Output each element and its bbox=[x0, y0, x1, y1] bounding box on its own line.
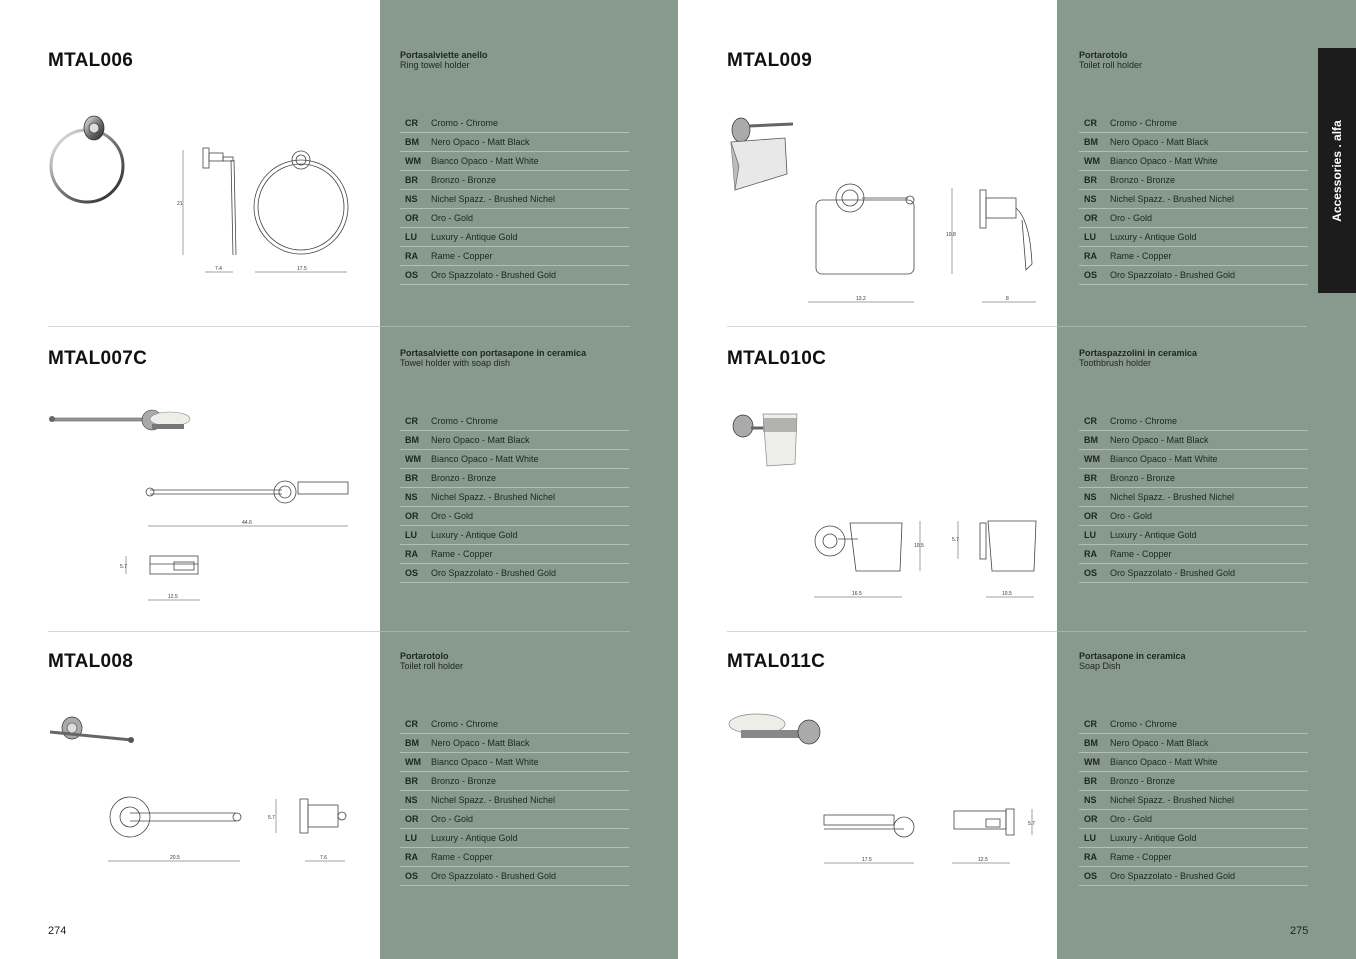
finish-name: Rame - Copper bbox=[1110, 549, 1172, 559]
finish-name: Bianco Opaco - Matt White bbox=[431, 156, 539, 166]
finish-row bbox=[1079, 791, 1308, 810]
description-italian: Portarotolo bbox=[400, 651, 449, 661]
finish-code: NS bbox=[1084, 795, 1097, 805]
description-italian: Portarotolo bbox=[1079, 50, 1128, 60]
finish-row bbox=[1079, 507, 1308, 526]
product-photo bbox=[727, 710, 825, 750]
finish-name: Bianco Opaco - Matt White bbox=[431, 454, 539, 464]
finish-code: RA bbox=[405, 251, 418, 261]
finish-name: Oro - Gold bbox=[431, 213, 474, 223]
finish-name: Nero Opaco - Matt Black bbox=[431, 137, 530, 147]
finish-name: Luxury - Antique Gold bbox=[1110, 833, 1197, 843]
finish-name: Oro Spazzolato - Brushed Gold bbox=[431, 871, 557, 881]
finish-name: Cromo - Chrome bbox=[431, 416, 499, 426]
finish-name: Luxury - Antique Gold bbox=[431, 833, 518, 843]
finish-row bbox=[400, 469, 629, 488]
finish-code: NS bbox=[405, 492, 418, 502]
finish-name: Luxury - Antique Gold bbox=[431, 530, 518, 540]
product-photo bbox=[48, 405, 193, 437]
finish-row bbox=[1079, 564, 1308, 583]
finish-name: Oro Spazzolato - Brushed Gold bbox=[431, 568, 557, 578]
section-tab-label: Accessories . alfa bbox=[1330, 119, 1344, 222]
finish-code: WM bbox=[405, 454, 421, 464]
finish-name: Bronzo - Bronze bbox=[431, 175, 497, 185]
finish-code: CR bbox=[405, 118, 418, 128]
description-english: Soap Dish bbox=[1079, 661, 1121, 671]
dimension-label: 12.5 bbox=[978, 857, 988, 863]
finish-code: BM bbox=[1084, 137, 1098, 147]
page-number: 274 bbox=[48, 925, 67, 937]
finish-row bbox=[400, 848, 629, 867]
description-english: Towel holder with soap dish bbox=[400, 358, 511, 368]
finish-name: Nero Opaco - Matt Black bbox=[1110, 738, 1209, 748]
finish-name: Oro - Gold bbox=[1110, 213, 1153, 223]
finish-name: Bianco Opaco - Matt White bbox=[1110, 757, 1218, 767]
finish-name: Nichel Spazz. - Brushed Nichel bbox=[1110, 194, 1235, 204]
product-photo bbox=[727, 408, 802, 470]
finish-row bbox=[1079, 488, 1308, 507]
finish-row bbox=[400, 209, 629, 228]
finish-name: Bronzo - Bronze bbox=[431, 473, 497, 483]
finish-row bbox=[1079, 848, 1308, 867]
section-divider bbox=[727, 631, 1057, 632]
finish-row bbox=[1079, 867, 1308, 886]
dimension-label: 10.5 bbox=[914, 543, 924, 549]
finish-code: OR bbox=[1084, 814, 1098, 824]
description-italian: Portasapone in ceramica bbox=[1079, 651, 1186, 661]
description-italian: Portasalviette anello bbox=[400, 50, 488, 60]
finish-name: Bianco Opaco - Matt White bbox=[1110, 454, 1218, 464]
description-english: Toilet roll holder bbox=[1079, 60, 1143, 70]
finish-row bbox=[400, 526, 629, 545]
dimension-label: 17.5 bbox=[297, 266, 307, 272]
finish-name: Bronzo - Bronze bbox=[1110, 776, 1176, 786]
finish-code: BR bbox=[1084, 473, 1097, 483]
finish-name: Nichel Spazz. - Brushed Nichel bbox=[1110, 795, 1235, 805]
finish-row bbox=[1079, 209, 1308, 228]
section-divider bbox=[1057, 326, 1307, 327]
finish-name: Oro Spazzolato - Brushed Gold bbox=[1110, 270, 1236, 280]
finish-row bbox=[400, 431, 629, 450]
finish-row bbox=[1079, 810, 1308, 829]
dimension-label: 5.7 bbox=[268, 815, 275, 821]
finish-code: RA bbox=[1084, 852, 1097, 862]
finish-code: LU bbox=[1084, 530, 1096, 540]
finish-list bbox=[1079, 412, 1308, 583]
finish-code: BR bbox=[405, 175, 418, 185]
finish-code: OS bbox=[405, 568, 419, 578]
finish-name: Rame - Copper bbox=[1110, 852, 1172, 862]
finish-code: BR bbox=[405, 473, 418, 483]
finish-row bbox=[400, 791, 629, 810]
section-tab[interactable] bbox=[1318, 48, 1356, 293]
finish-row bbox=[400, 412, 629, 431]
finish-name: Rame - Copper bbox=[1110, 251, 1172, 261]
finish-code: WM bbox=[1084, 454, 1100, 464]
finish-row bbox=[400, 810, 629, 829]
finish-row bbox=[1079, 171, 1308, 190]
finish-code: WM bbox=[405, 757, 421, 767]
technical-drawing bbox=[800, 180, 1045, 308]
finish-code: NS bbox=[1084, 194, 1097, 204]
dimension-label: 16.5 bbox=[852, 591, 862, 597]
dimension-label: 10.5 bbox=[1002, 591, 1012, 597]
finish-row bbox=[400, 772, 629, 791]
finish-row bbox=[1079, 734, 1308, 753]
section-divider bbox=[1057, 631, 1307, 632]
finish-row bbox=[1079, 829, 1308, 848]
dimension-label: 8 bbox=[1006, 296, 1009, 302]
finish-code: RA bbox=[1084, 251, 1097, 261]
finish-code: RA bbox=[405, 549, 418, 559]
technical-drawing bbox=[175, 145, 355, 280]
finish-row bbox=[1079, 114, 1308, 133]
finish-name: Oro - Gold bbox=[431, 814, 474, 824]
finish-row bbox=[1079, 152, 1308, 171]
finish-name: Oro - Gold bbox=[431, 511, 474, 521]
finish-row bbox=[400, 753, 629, 772]
finish-list bbox=[400, 114, 629, 285]
finish-code: NS bbox=[405, 194, 418, 204]
product-photo bbox=[727, 112, 799, 194]
finish-name: Nero Opaco - Matt Black bbox=[431, 435, 530, 445]
finish-row bbox=[1079, 526, 1308, 545]
finish-name: Bronzo - Bronze bbox=[431, 776, 497, 786]
product-description bbox=[400, 651, 463, 671]
finish-code: OS bbox=[1084, 270, 1098, 280]
product-code: MTAL006 bbox=[48, 50, 134, 71]
finish-code: OR bbox=[405, 511, 419, 521]
finish-code: WM bbox=[1084, 757, 1100, 767]
dimension-label: 5.7 bbox=[1028, 821, 1035, 827]
description-english: Toilet roll holder bbox=[400, 661, 464, 671]
finish-code: OR bbox=[405, 213, 419, 223]
finish-code: RA bbox=[405, 852, 418, 862]
finish-row bbox=[1079, 545, 1308, 564]
finish-name: Bianco Opaco - Matt White bbox=[1110, 156, 1218, 166]
finish-code: BR bbox=[1084, 175, 1097, 185]
description-english: Toothbrush holder bbox=[1079, 358, 1152, 368]
finish-code: LU bbox=[1084, 232, 1096, 242]
finish-row bbox=[1079, 412, 1308, 431]
finish-row bbox=[400, 734, 629, 753]
dimension-label: 10.8 bbox=[946, 232, 956, 238]
finish-name: Nichel Spazz. - Brushed Nichel bbox=[431, 492, 556, 502]
finish-name: Oro Spazzolato - Brushed Gold bbox=[1110, 568, 1236, 578]
finish-name: Rame - Copper bbox=[431, 549, 493, 559]
section-divider bbox=[727, 326, 1057, 327]
finish-code: CR bbox=[1084, 719, 1097, 729]
finish-name: Oro - Gold bbox=[1110, 814, 1153, 824]
finish-code: BM bbox=[1084, 738, 1098, 748]
finish-name: Nero Opaco - Matt Black bbox=[431, 738, 530, 748]
finish-code: WM bbox=[405, 156, 421, 166]
finish-row bbox=[400, 715, 629, 734]
finish-row bbox=[400, 829, 629, 848]
finish-list bbox=[400, 412, 629, 583]
finish-code: RA bbox=[1084, 549, 1097, 559]
finish-row bbox=[400, 133, 629, 152]
section-divider bbox=[380, 326, 630, 327]
finish-name: Luxury - Antique Gold bbox=[431, 232, 518, 242]
finish-name: Cromo - Chrome bbox=[431, 719, 499, 729]
finish-row bbox=[1079, 266, 1308, 285]
product-description bbox=[1079, 651, 1186, 671]
finish-row bbox=[1079, 431, 1308, 450]
finish-name: Cromo - Chrome bbox=[431, 118, 499, 128]
product-description bbox=[1079, 348, 1197, 368]
finish-code: BR bbox=[1084, 776, 1097, 786]
finish-name: Cromo - Chrome bbox=[1110, 416, 1178, 426]
finish-name: Cromo - Chrome bbox=[1110, 118, 1178, 128]
section-divider bbox=[48, 631, 380, 632]
finish-code: OS bbox=[405, 871, 419, 881]
finish-row bbox=[400, 114, 629, 133]
product-description bbox=[400, 50, 488, 70]
dimension-label: 13.2 bbox=[856, 296, 866, 302]
page-number: 275 bbox=[1290, 925, 1309, 937]
finish-code: LU bbox=[405, 833, 417, 843]
technical-drawing bbox=[100, 793, 355, 868]
finish-row bbox=[400, 266, 629, 285]
finish-row bbox=[400, 867, 629, 886]
product-code: MTAL007C bbox=[48, 348, 148, 369]
dimension-label: 21 bbox=[177, 201, 183, 207]
technical-drawing bbox=[112, 478, 357, 608]
finish-row bbox=[400, 450, 629, 469]
technical-drawing bbox=[810, 515, 1045, 605]
finish-code: BM bbox=[405, 435, 419, 445]
finish-name: Oro - Gold bbox=[1110, 511, 1153, 521]
finish-row bbox=[1079, 450, 1308, 469]
finish-list bbox=[1079, 715, 1308, 886]
finish-row bbox=[400, 190, 629, 209]
finish-code: BM bbox=[1084, 435, 1098, 445]
product-description bbox=[1079, 50, 1142, 70]
finish-code: OR bbox=[1084, 511, 1098, 521]
finish-code: OS bbox=[1084, 871, 1098, 881]
description-italian: Portasalviette con portasapone in ceramica bbox=[400, 348, 587, 358]
finish-list bbox=[400, 715, 629, 886]
finish-name: Oro Spazzolato - Brushed Gold bbox=[1110, 871, 1236, 881]
product-code: MTAL010C bbox=[727, 348, 827, 369]
finish-row bbox=[1079, 228, 1308, 247]
dimension-label: 5.7 bbox=[952, 537, 959, 543]
product-photo bbox=[48, 712, 138, 748]
finish-name: Luxury - Antique Gold bbox=[1110, 232, 1197, 242]
finish-code: WM bbox=[1084, 156, 1100, 166]
finish-row bbox=[1079, 247, 1308, 266]
finish-name: Luxury - Antique Gold bbox=[1110, 530, 1197, 540]
dimension-label: 17.5 bbox=[862, 857, 872, 863]
finish-name: Oro Spazzolato - Brushed Gold bbox=[431, 270, 557, 280]
finish-code: OS bbox=[405, 270, 419, 280]
finish-name: Nero Opaco - Matt Black bbox=[1110, 435, 1209, 445]
finish-list bbox=[1079, 114, 1308, 285]
finish-row bbox=[1079, 772, 1308, 791]
dimension-label: 7.6 bbox=[320, 855, 327, 861]
finish-code: LU bbox=[405, 530, 417, 540]
dimension-label: 5.7 bbox=[120, 564, 127, 570]
product-photo bbox=[48, 112, 130, 210]
description-english: Ring towel holder bbox=[400, 60, 470, 70]
finish-row bbox=[400, 152, 629, 171]
section-divider bbox=[380, 631, 630, 632]
dimension-label: 7.4 bbox=[215, 266, 222, 272]
dimension-label: 12.5 bbox=[168, 594, 178, 600]
finish-name: Nichel Spazz. - Brushed Nichel bbox=[431, 194, 556, 204]
finish-name: Bronzo - Bronze bbox=[1110, 175, 1176, 185]
finish-code: OR bbox=[1084, 213, 1098, 223]
finish-row bbox=[400, 228, 629, 247]
dimension-label: 44.6 bbox=[242, 520, 252, 526]
finish-row bbox=[1079, 469, 1308, 488]
finish-code: CR bbox=[405, 416, 418, 426]
finish-code: LU bbox=[1084, 833, 1096, 843]
finish-row bbox=[400, 171, 629, 190]
finish-row bbox=[1079, 133, 1308, 152]
product-description bbox=[400, 348, 586, 368]
product-code: MTAL008 bbox=[48, 651, 134, 672]
finish-name: Bianco Opaco - Matt White bbox=[431, 757, 539, 767]
finish-row bbox=[400, 564, 629, 583]
finish-code: OS bbox=[1084, 568, 1098, 578]
description-italian: Portaspazzolini in ceramica bbox=[1079, 348, 1198, 358]
finish-row bbox=[400, 507, 629, 526]
finish-code: BR bbox=[405, 776, 418, 786]
finish-row bbox=[400, 545, 629, 564]
finish-code: NS bbox=[1084, 492, 1097, 502]
section-divider bbox=[48, 326, 380, 327]
finish-name: Nichel Spazz. - Brushed Nichel bbox=[1110, 492, 1235, 502]
finish-code: NS bbox=[405, 795, 418, 805]
finish-code: CR bbox=[405, 719, 418, 729]
finish-name: Cromo - Chrome bbox=[1110, 719, 1178, 729]
finish-row bbox=[400, 247, 629, 266]
finish-name: Bronzo - Bronze bbox=[1110, 473, 1176, 483]
finish-name: Rame - Copper bbox=[431, 852, 493, 862]
finish-code: CR bbox=[1084, 416, 1097, 426]
finish-name: Nero Opaco - Matt Black bbox=[1110, 137, 1209, 147]
finish-code: CR bbox=[1084, 118, 1097, 128]
finish-code: BM bbox=[405, 738, 419, 748]
finish-row bbox=[400, 488, 629, 507]
finish-name: Nichel Spazz. - Brushed Nichel bbox=[431, 795, 556, 805]
dimension-label: 20.5 bbox=[170, 855, 180, 861]
finish-name: Rame - Copper bbox=[431, 251, 493, 261]
finish-code: LU bbox=[405, 232, 417, 242]
finish-row bbox=[1079, 715, 1308, 734]
finish-row bbox=[1079, 753, 1308, 772]
product-code: MTAL011C bbox=[727, 651, 826, 672]
finish-code: BM bbox=[405, 137, 419, 147]
finish-code: OR bbox=[405, 814, 419, 824]
product-code: MTAL009 bbox=[727, 50, 813, 71]
finish-row bbox=[1079, 190, 1308, 209]
technical-drawing bbox=[818, 805, 1046, 867]
